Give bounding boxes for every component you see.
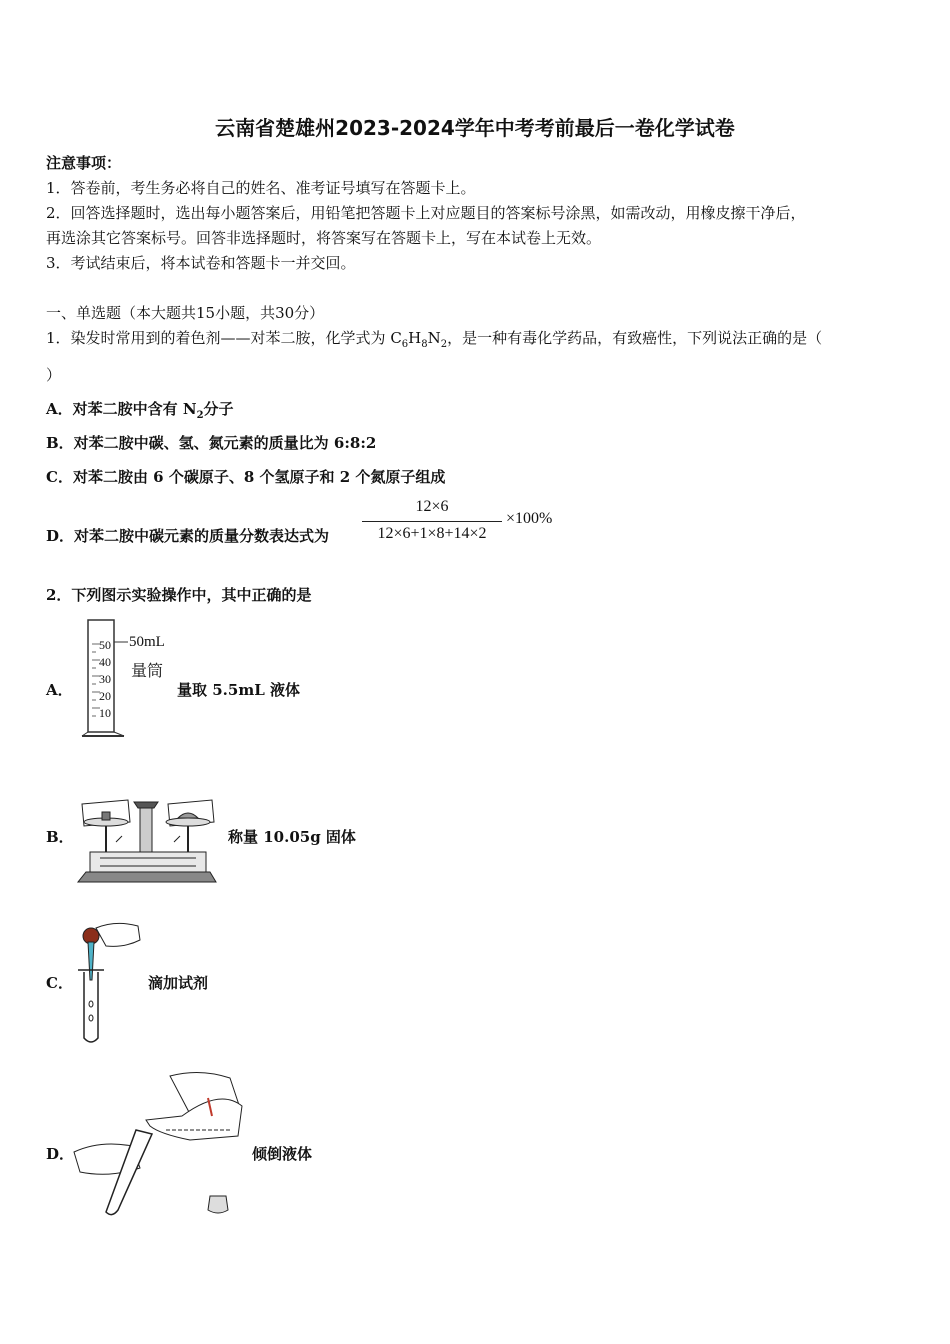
bottle-stopper: [208, 1196, 228, 1213]
q1-stem: 1．染发时常用到的着色剂——对苯二胺，化学式为 $C_6H_8N_2$，是一种有毒化学药品，有致癌性，下列说法正确的是（: [46, 329, 823, 350]
notice-heading: 注意事项：: [46, 154, 122, 172]
q2-option-a-text: 量取 5.5mL 液体: [177, 681, 300, 699]
fraction-bar: [362, 521, 502, 522]
dropper-tube: [88, 942, 94, 980]
notice-item-1: 1．答卷前，考生务必将自己的姓名、准考证号填写在答题卡上。: [46, 179, 476, 197]
fraction-tail: ×100%: [506, 510, 553, 527]
page-title: 云南省楚雄州2023-2024学年中考考前最后一卷化学试卷: [215, 116, 735, 140]
tick-label: 50: [99, 638, 111, 652]
q1-option-b: B．对苯二胺中碳、氢、氮元素的质量比为 6:8:2: [46, 434, 377, 452]
q1-option-d: D．对苯二胺中碳元素的质量分数表达式为: [46, 527, 330, 545]
notice-item-2: 2．回答选择题时，选出每小题答案后，用铅笔把答题卡上对应题目的答案标号涂黑，如需改动，用橡皮擦干净后，: [46, 204, 806, 222]
notice-item-3: 3．考试结束后，将本试卷和答题卡一并交回。: [46, 254, 356, 272]
q1-option-c: C．对苯二胺由 6 个碳原子、8 个氢原子和 2 个氮原子组成: [46, 468, 446, 486]
balance-body: [90, 852, 206, 872]
tick-label: 10: [99, 706, 111, 720]
balance-base: [78, 872, 216, 882]
cylinder-tick-labels: [99, 637, 111, 722]
fraction-denominator: 12×6+1×8+14×2: [377, 525, 487, 542]
q2-option-b-label: B．: [46, 828, 74, 846]
weight-icon: [102, 812, 110, 820]
dropper-test-tube-figure: [76, 918, 146, 1050]
q2-option-a-label: A．: [46, 681, 73, 699]
notice-item-2-cont: 再选涂其它答案标号。回答非选择题时，将答案写在答题卡上，写在本试卷上无效。: [46, 229, 602, 247]
fraction-numerator: 12×6: [415, 498, 449, 515]
q2-option-b-text: 称量 10.05g 固体: [228, 828, 356, 846]
tick-label: 20: [99, 689, 111, 703]
right-pan: [166, 818, 210, 826]
hand-icon: [96, 923, 140, 946]
pouring-liquid-figure: [70, 1068, 250, 1222]
section-heading: 一、单选题（本大题共15小题，共30分）: [46, 304, 325, 322]
q2-option-d-label: D．: [46, 1145, 75, 1163]
balance-pillar: [140, 806, 152, 852]
balance-scale-figure: [76, 796, 221, 888]
tick-label: 40: [99, 655, 111, 669]
tick-label: 30: [99, 672, 111, 686]
q2-option-c-text: 滴加试剂: [148, 974, 209, 992]
q2-option-d-text: 倾倒液体: [252, 1145, 313, 1163]
cylinder-name-label: 量筒: [131, 661, 164, 680]
q2-stem: 2．下列图示实验操作中，其中正确的是: [46, 586, 312, 604]
q1-option-a: A．对苯二胺中含有 $N_2$分子: [46, 400, 234, 421]
q1-close-paren: ）: [46, 366, 62, 384]
q2-option-c-label: C．: [46, 974, 73, 992]
cylinder-capacity-label: 50mL: [129, 634, 165, 650]
